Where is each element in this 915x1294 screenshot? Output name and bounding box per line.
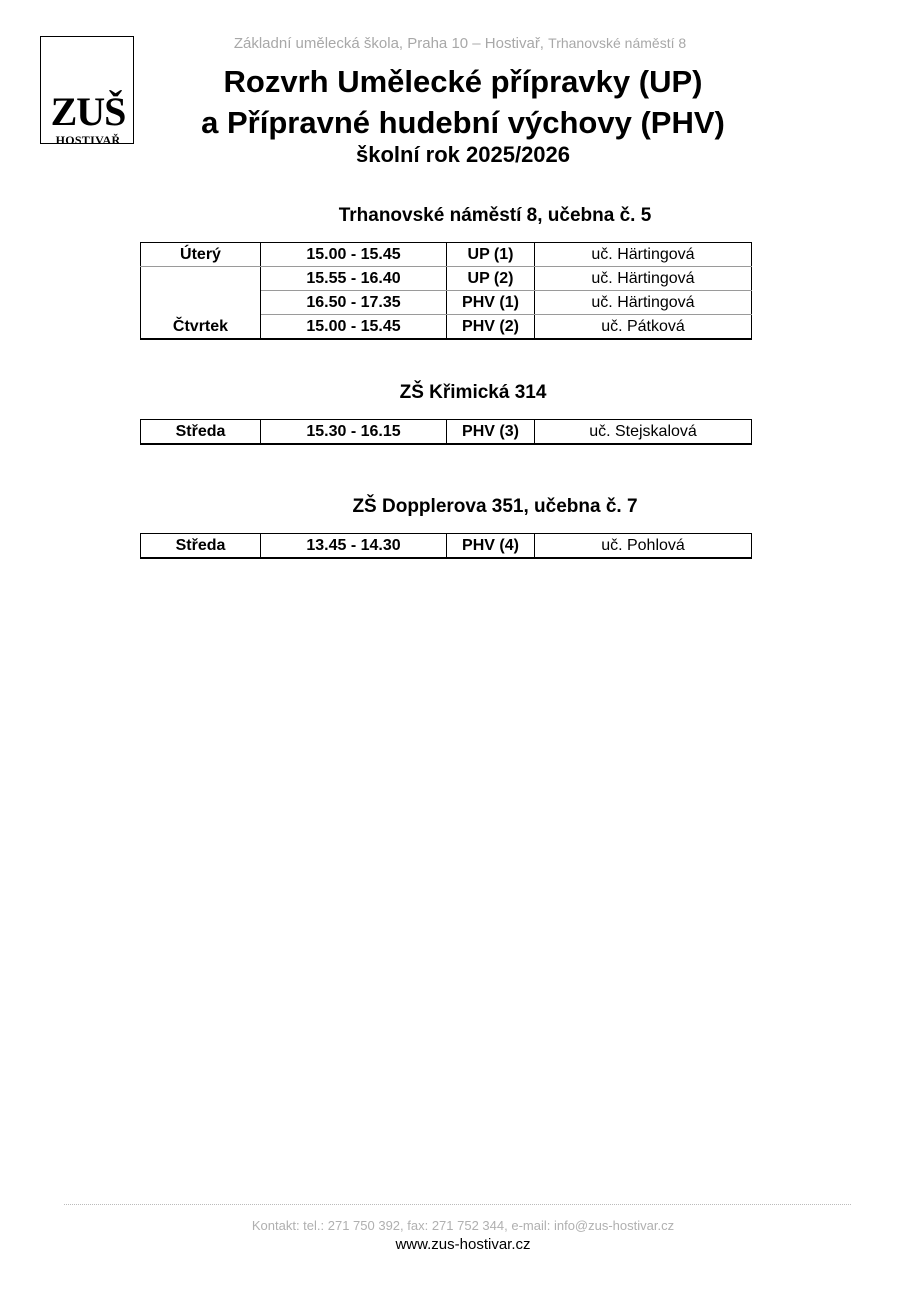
day-cell: Středa <box>141 420 261 445</box>
school-name: Základní umělecká škola, Praha 10 – Hostivař, <box>233 35 549 52</box>
teacher-cell: uč. Härtingová <box>535 291 752 315</box>
schedule-table <box>140 419 752 445</box>
school-year: školní rok 2025/2026 <box>355 142 571 167</box>
group-cell: UP (1) <box>447 243 535 267</box>
time-cell: 15.55 - 16.40 <box>261 267 447 291</box>
school-address: Trhanovské náměstí 8 <box>548 35 687 51</box>
time-cell: 15.00 - 15.45 <box>261 315 447 340</box>
schedule-table <box>140 242 752 340</box>
day-cell <box>141 291 261 315</box>
location-heading: Trhanovské náměstí 8, učebna č. 5 <box>338 205 652 226</box>
day-cell: Středa <box>141 534 261 559</box>
teacher-cell: uč. Pohlová <box>535 534 752 559</box>
location-heading: ZŠ Dopplerova 351, učebna č. 7 <box>352 496 638 517</box>
page-title-line-1: Rozvrh Umělecké přípravky (UP) <box>223 64 703 99</box>
footer-divider <box>64 1204 851 1205</box>
table-row <box>141 243 752 267</box>
schedule-table <box>140 533 752 559</box>
teacher-cell: uč. Härtingová <box>535 267 752 291</box>
table-row <box>141 420 752 445</box>
time-cell: 16.50 - 17.35 <box>261 291 447 315</box>
logo-text: ZUŠ <box>50 89 126 134</box>
group-cell: PHV (3) <box>447 420 535 445</box>
day-cell: Čtvrtek <box>141 315 261 340</box>
page-title-line-2: a Přípravné hudební výchovy (PHV) <box>201 105 725 140</box>
school-name-line <box>190 34 730 53</box>
group-cell: UP (2) <box>447 267 535 291</box>
table-row <box>141 315 752 340</box>
table-row <box>141 291 752 315</box>
location-heading: ZŠ Křimická 314 <box>399 382 547 403</box>
time-cell: 15.30 - 16.15 <box>261 420 447 445</box>
time-cell: 13.45 - 14.30 <box>261 534 447 559</box>
group-cell: PHV (4) <box>447 534 535 559</box>
table-row <box>141 267 752 291</box>
group-cell: PHV (1) <box>447 291 535 315</box>
footer-website-link[interactable]: www.zus-hostivar.cz <box>395 1236 531 1253</box>
time-cell: 15.00 - 15.45 <box>261 243 447 267</box>
group-cell: PHV (2) <box>447 315 535 340</box>
footer-contact: Kontakt: tel.: 271 750 392, fax: 271 752 344, e-mail: info@zus-hostivar.cz <box>251 1218 675 1233</box>
table-row <box>141 534 752 559</box>
day-cell <box>141 267 261 291</box>
logo-subtext: HOSTIVAŘ <box>55 133 121 147</box>
teacher-cell: uč. Pátková <box>535 315 752 340</box>
teacher-cell: uč. Härtingová <box>535 243 752 267</box>
teacher-cell: uč. Stejskalová <box>535 420 752 445</box>
day-cell: Úterý <box>141 243 261 267</box>
